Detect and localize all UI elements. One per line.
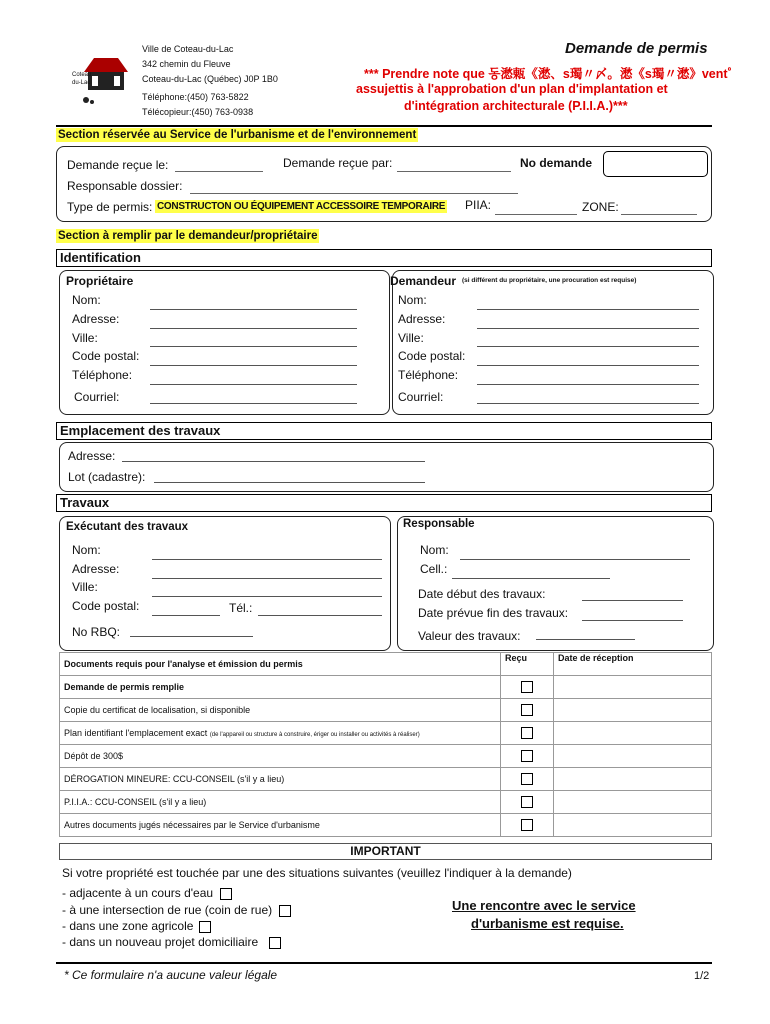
applicant-email-label: Courriel: <box>398 390 444 404</box>
meeting-required-line-2: d'urbanisme est requise. <box>471 916 624 931</box>
col-received: Reçu <box>501 653 554 676</box>
document-row <box>60 745 712 768</box>
owner-email-label: Courriel: <box>74 390 120 404</box>
document-row <box>60 676 712 699</box>
notice-line-2: assujettis à l'approbation d'un plan d'implantation et <box>356 82 668 96</box>
org-fax: Télécopieur:(450) 763-0938 <box>142 107 254 117</box>
applicant-title: Demandeur <box>390 274 457 288</box>
start-date-field[interactable] <box>582 600 683 601</box>
notice-line-3: d'intégration architecturale (P.I.I.A.)*** <box>404 99 628 113</box>
document-row <box>60 814 712 837</box>
org-address: 342 chemin du Fleuve <box>142 59 231 69</box>
works-value-field[interactable] <box>536 639 635 640</box>
situation-item <box>62 935 281 949</box>
permit-type-value: CONSTRUCTON OU ÉQUIPEMENT ACCESSOIRE TEMPORAIRE <box>157 201 446 212</box>
received-checkbox[interactable] <box>521 819 533 831</box>
page-number: 1/2 <box>694 970 710 982</box>
responsible-cell-field[interactable] <box>452 578 610 579</box>
important-intro: Si votre propriété est touchée par une des situations suivantes (veuillez l'indiquer à la demande) <box>62 866 572 880</box>
col-documents: Documents requis pour l'analyse et émission du permis <box>60 653 501 676</box>
situation-checkbox[interactable] <box>279 905 291 917</box>
executant-postal-label: Code postal: <box>72 599 140 613</box>
applicant-postal-label: Code postal: <box>398 349 466 363</box>
document-row <box>60 791 712 814</box>
owner-title: Propriétaire <box>66 274 134 288</box>
end-date-field[interactable] <box>582 620 683 621</box>
responsible-label: Responsable dossier: <box>67 179 183 193</box>
request-no-label: No demande <box>520 156 593 170</box>
location-title: Emplacement des travaux <box>60 423 221 438</box>
document-label: Demande de permis remplie <box>60 676 501 699</box>
received-date-cell[interactable] <box>554 791 712 814</box>
applicant-city-field[interactable] <box>477 346 699 347</box>
owner-city-label: Ville: <box>72 331 98 345</box>
executant-title: Exécutant des travaux <box>66 521 189 533</box>
applicant-city-label: Ville: <box>398 331 424 345</box>
rbq-field[interactable] <box>130 636 253 637</box>
received-checkbox[interactable] <box>521 727 533 739</box>
situation-label: - dans un nouveau projet domiciliaire <box>62 935 259 949</box>
zone-label: ZONE: <box>582 200 619 214</box>
header-divider <box>56 125 712 127</box>
applicant-address-field[interactable] <box>477 328 699 329</box>
piia-field[interactable] <box>495 198 577 215</box>
owner-city-field[interactable] <box>150 346 357 347</box>
responsible-field[interactable] <box>190 177 518 194</box>
applicant-phone-label: Téléphone: <box>398 368 459 382</box>
responsible-cell-label: Cell.: <box>420 562 448 576</box>
received-on-label: Demande reçue le: <box>67 158 169 172</box>
owner-postal-label: Code postal: <box>72 349 140 363</box>
applicant-postal-field[interactable] <box>477 365 699 366</box>
situation-label: - à une intersection de rue (coin de rue) <box>62 903 273 917</box>
applicant-name-field[interactable] <box>477 309 699 310</box>
document-note: (de l'appareil ou structure à construire, ériger ou installer ou activités à réaliser) <box>209 732 420 738</box>
col-received-date: Date de réception <box>554 653 712 676</box>
identification-header <box>56 249 712 267</box>
piia-label: PIIA: <box>465 198 492 212</box>
document-label: Dépôt de 300$ <box>60 745 501 768</box>
owner-name-label: Nom: <box>72 293 101 307</box>
owner-address-field[interactable] <box>150 328 357 329</box>
executant-tel-label: Tél.: <box>229 601 253 615</box>
document-label: Autres documents jugés nécessaires par le Service d'urbanisme <box>60 814 501 837</box>
received-by-field[interactable] <box>397 155 511 172</box>
applicant-email-field[interactable] <box>477 403 699 404</box>
location-address-field[interactable] <box>122 461 425 462</box>
received-by-label: Demande reçue par: <box>283 156 393 170</box>
location-address-label: Adresse: <box>68 449 116 463</box>
identification-title: Identification <box>60 250 141 265</box>
received-checkbox[interactable] <box>521 750 533 762</box>
city-logo <box>72 52 136 108</box>
document-row <box>60 768 712 791</box>
document-label: Plan identifiant l'emplacement exact <box>64 728 208 738</box>
request-no-field[interactable] <box>603 151 708 177</box>
location-lot-label: Lot (cadastre): <box>68 470 146 484</box>
received-date-cell[interactable] <box>554 814 712 837</box>
received-date-cell[interactable] <box>554 768 712 791</box>
responsible-name-field[interactable] <box>460 559 690 560</box>
owner-phone-field[interactable] <box>150 384 357 385</box>
important-title: IMPORTANT <box>59 843 712 860</box>
logo-text-bottom: du-Lac <box>72 80 91 86</box>
received-checkbox[interactable] <box>521 796 533 808</box>
situation-checkbox[interactable] <box>199 921 211 933</box>
received-date-cell[interactable] <box>554 676 712 699</box>
received-checkbox[interactable] <box>521 704 533 716</box>
rbq-label: No RBQ: <box>72 625 121 639</box>
meeting-required-line-1: Une rencontre avec le service <box>452 898 636 913</box>
permit-type-label: Type de permis: <box>67 200 153 214</box>
situation-item <box>62 886 232 900</box>
situation-checkbox[interactable] <box>269 937 281 949</box>
received-date-cell[interactable] <box>554 745 712 768</box>
situation-label: - dans une zone agricole <box>62 919 194 933</box>
location-lot-field[interactable] <box>154 482 425 483</box>
works-title: Travaux <box>60 495 110 510</box>
executant-city-field[interactable] <box>152 596 382 597</box>
situation-checkbox[interactable] <box>220 888 232 900</box>
received-date-cell[interactable] <box>554 722 712 745</box>
executant-name-label: Nom: <box>72 543 101 557</box>
document-label: P.I.I.A.: CCU-CONSEIL (s'il y a lieu) <box>60 791 501 814</box>
executant-address-label: Adresse: <box>72 562 120 576</box>
works-value-label: Valeur des travaux: <box>418 629 521 643</box>
responsible-name-label: Nom: <box>420 543 449 557</box>
executant-name-field[interactable] <box>152 559 382 560</box>
situation-label: - adjacente à un cours d'eau <box>62 886 214 900</box>
applicant-section-title: Section à remplir par le demandeur/propriétaire <box>58 230 318 242</box>
executant-postal-field[interactable] <box>152 615 220 616</box>
location-box <box>59 442 714 492</box>
applicant-name-label: Nom: <box>398 293 427 307</box>
applicant-address-label: Adresse: <box>398 312 446 326</box>
document-label: Copie du certificat de localisation, si disponible <box>60 699 501 722</box>
executant-tel-field[interactable] <box>258 615 382 616</box>
footer-divider <box>56 962 712 964</box>
applicant-note: (si différent du propriétaire, une procuration est requise) <box>462 277 637 284</box>
owner-postal-field[interactable] <box>150 365 357 366</box>
start-date-label: Date début des travaux: <box>418 587 546 601</box>
situation-item <box>62 903 291 917</box>
notice-line-1: *** Prendre note que 동㵞㼯《㵞、s㻿〃〆。㵞《s㻿〃㵞》ventﾟ <box>364 67 734 81</box>
end-date-label: Date prévue fin des travaux: <box>418 606 569 620</box>
works-header <box>56 494 712 512</box>
office-section-title: Section réservée au Service de l'urbanisme et de l'environnement <box>58 129 417 141</box>
form-title: Demande de permis <box>565 40 708 57</box>
org-phone: Téléphone:(450) 763-5822 <box>142 92 249 102</box>
zone-field[interactable] <box>621 198 697 215</box>
document-row <box>60 699 712 722</box>
owner-name-field[interactable] <box>150 309 357 310</box>
responsible-title: Responsable <box>403 518 475 530</box>
footer-disclaimer: * Ce formulaire n'a aucune valeur légale <box>64 968 278 982</box>
executant-address-field[interactable] <box>152 578 382 579</box>
document-label: DÉROGATION MINEURE: CCU-CONSEIL (s'il y a lieu) <box>60 768 501 791</box>
logo-text-top: Coteau <box>72 72 92 78</box>
owner-phone-label: Téléphone: <box>72 368 133 382</box>
executant-city-label: Ville: <box>72 580 98 594</box>
org-name: Ville de Coteau-du-Lac <box>142 44 234 54</box>
received-date-cell[interactable] <box>554 699 712 722</box>
owner-email-field[interactable] <box>150 403 357 404</box>
received-checkbox[interactable] <box>521 773 533 785</box>
owner-address-label: Adresse: <box>72 312 120 326</box>
received-checkbox[interactable] <box>521 681 533 693</box>
applicant-phone-field[interactable] <box>477 384 699 385</box>
documents-table <box>59 652 712 837</box>
document-row <box>60 722 712 745</box>
received-on-field[interactable] <box>175 155 263 172</box>
org-city: Coteau-du-Lac (Québec) J0P 1B0 <box>142 74 278 84</box>
location-header <box>56 422 712 440</box>
situation-item <box>62 919 211 933</box>
